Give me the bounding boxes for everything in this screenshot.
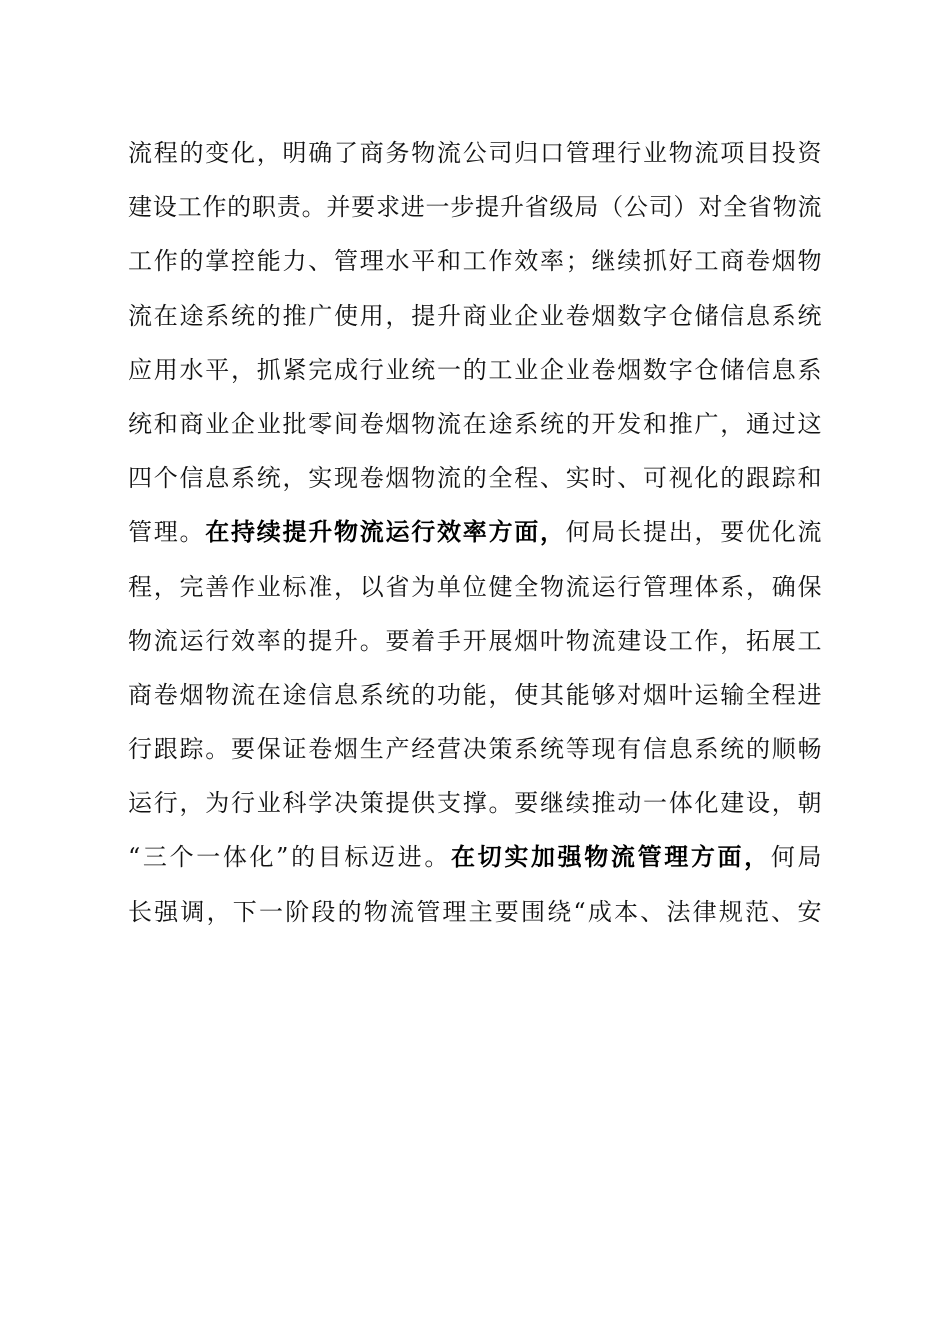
text-segment: 物流运行效率的提升。要着手开展烟叶物流建设工作，拓展工 xyxy=(128,626,822,655)
text-line xyxy=(128,343,822,397)
text-segment: 商卷烟物流在途信息系统的功能，使其能够对烟叶运输全程进 xyxy=(128,680,822,709)
text-segment: 管理。 xyxy=(128,518,206,547)
text-line xyxy=(128,505,822,559)
bold-heading-phrase: 在切实加强物流管理方面， xyxy=(451,842,771,872)
text-line xyxy=(128,180,822,234)
text-segment: 何局 xyxy=(770,843,822,872)
text-line xyxy=(128,668,822,722)
text-segment: 工作的掌控能力、管理水平和工作效率；继续抓好工商卷烟物 xyxy=(128,247,822,276)
text-line xyxy=(128,614,822,668)
text-segment: 程，完善作业标准，以省为单位健全物流运行管理体系，确保 xyxy=(128,572,822,601)
text-line xyxy=(128,126,822,180)
text-line xyxy=(128,722,822,776)
text-segment: 流在途系统的推广使用，提升商业企业卷烟数字仓储信息系统 xyxy=(128,301,822,330)
text-segment: 四个信息系统，实现卷烟物流的全程、实时、可视化的跟踪和 xyxy=(128,464,822,493)
text-segment: 应用水平，抓紧完成行业统一的工业企业卷烟数字仓储信息系 xyxy=(128,355,822,384)
text-line xyxy=(128,776,822,830)
text-line xyxy=(128,397,822,451)
text-line xyxy=(128,560,822,614)
text-line xyxy=(128,830,822,884)
bold-heading-phrase: 在持续提升物流运行效率方面， xyxy=(205,517,566,547)
text-line xyxy=(128,885,822,939)
text-segment: 流程的变化，明确了商务物流公司归口管理行业物流项目投资 xyxy=(128,139,822,167)
text-line xyxy=(128,451,822,505)
text-segment: 何局长提出，要优化流 xyxy=(565,518,822,547)
text-segment: 统和商业企业批零间卷烟物流在途系统的开发和推广，通过这 xyxy=(128,409,822,438)
text-segment: 建设工作的职责。并要求进一步提升省级局（公司）对全省物流 xyxy=(128,193,822,222)
text-segment: “三个一体化”的目标迈进。 xyxy=(128,843,452,872)
body-paragraph xyxy=(128,126,822,939)
text-line xyxy=(128,234,822,288)
text-line xyxy=(128,289,822,343)
text-segment: 行跟踪。要保证卷烟生产经营决策系统等现有信息系统的顺畅 xyxy=(128,735,822,764)
text-segment: 长强调，下一阶段的物流管理主要围绕“成本、法律规范、安 xyxy=(128,897,822,926)
text-segment: 运行，为行业科学决策提供支撑。要继续推动一体化建设，朝 xyxy=(128,789,822,818)
